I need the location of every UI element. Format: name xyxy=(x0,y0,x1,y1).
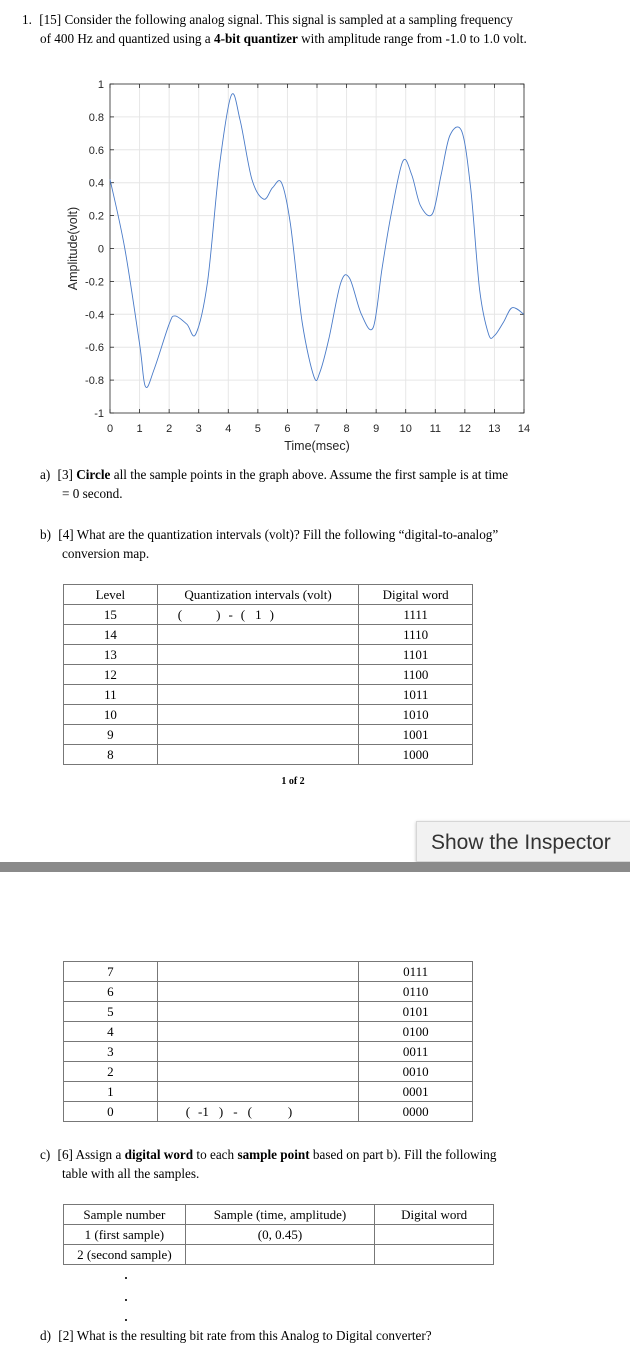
part-b xyxy=(40,525,610,563)
level-cell: 13 xyxy=(64,645,158,665)
table-row xyxy=(64,685,473,705)
level-cell: 4 xyxy=(64,1022,158,1042)
table-row xyxy=(64,1102,473,1122)
table-row xyxy=(64,725,473,745)
interval-dash: - xyxy=(233,1104,238,1119)
part-c-bold2: sample point xyxy=(237,1147,310,1162)
x-tick-label: 13 xyxy=(488,423,501,435)
part-c-label: c) xyxy=(40,1147,51,1162)
sample-table xyxy=(63,1204,494,1265)
table-row xyxy=(64,982,473,1002)
table-row xyxy=(64,665,473,685)
show-inspector-button[interactable]: Show the Inspector xyxy=(416,821,630,862)
digital-word-cell: 0000 xyxy=(359,1102,473,1122)
part-a-points: [3] xyxy=(57,467,73,482)
interval-cell[interactable] xyxy=(157,725,359,745)
x-tick-label: 7 xyxy=(313,423,321,435)
y-tick-label: -0.4 xyxy=(85,309,104,322)
page-number: 1 of 2 xyxy=(281,776,305,787)
conversion-table-upper xyxy=(63,584,473,765)
y-tick-label: 0.8 xyxy=(88,111,104,124)
x-tick-label: 8 xyxy=(343,423,350,435)
interval-cell[interactable] xyxy=(157,1062,359,1082)
part-c-pre: Assign a xyxy=(75,1147,125,1162)
x-tick-label: 2 xyxy=(166,423,173,435)
interval-open2: ( xyxy=(240,607,246,622)
digital-word-cell: 1110 xyxy=(359,625,473,645)
question-number: 1. xyxy=(22,12,32,27)
level-cell: 8 xyxy=(64,745,158,765)
digital-word-cell: 1000 xyxy=(359,745,473,765)
question-line1: Consider the following analog signal. This signal is sampled at a sampling frequency xyxy=(64,12,513,27)
level-cell: 2 xyxy=(64,1062,158,1082)
part-a-text1: all the sample points in the graph above. Assume the first sample is at time xyxy=(110,467,509,482)
header-sample-number: Sample number xyxy=(64,1205,186,1225)
y-tick-label: 0.4 xyxy=(88,177,104,190)
interval-cell[interactable] xyxy=(157,982,359,1002)
page-separator xyxy=(0,862,630,872)
interval-cell[interactable] xyxy=(157,962,359,982)
y-tick-label: -0.8 xyxy=(85,375,104,388)
interval-open2: ( xyxy=(247,1104,252,1119)
part-d-points: [2] xyxy=(58,1328,74,1343)
part-c-bold1: digital word xyxy=(124,1147,194,1162)
level-cell: 15 xyxy=(64,605,158,625)
question-line2-post: with amplitude range from -1.0 to 1.0 volt. xyxy=(297,31,527,46)
signal-chart xyxy=(0,0,630,460)
interval-value: 1 xyxy=(255,607,262,622)
level-cell: 10 xyxy=(64,705,158,725)
part-a-label: a) xyxy=(40,467,51,482)
level-cell: 14 xyxy=(64,625,158,645)
table-row xyxy=(64,605,473,625)
table-row xyxy=(64,1225,494,1245)
interval-cell[interactable] xyxy=(157,685,359,705)
table-row xyxy=(64,645,473,665)
part-b-label: b) xyxy=(40,527,51,542)
level-cell: 5 xyxy=(64,1002,158,1022)
table-header-row xyxy=(64,1205,494,1225)
sample-number-cell: 1 (first sample) xyxy=(64,1225,186,1245)
sample-cell: (0, 0.45) xyxy=(185,1225,375,1245)
digital-word-cell: 1101 xyxy=(359,645,473,665)
x-tick-label: 5 xyxy=(254,423,261,435)
interval-close1: ) xyxy=(218,1104,224,1119)
level-cell: 3 xyxy=(64,1042,158,1062)
interval-cell[interactable] xyxy=(157,665,359,685)
digital-word-cell: 1100 xyxy=(359,665,473,685)
header-digital-word: Digital word xyxy=(375,1205,494,1225)
x-tick-label: 0 xyxy=(106,423,114,435)
table-header-row xyxy=(64,585,473,605)
digital-word-cell: 1001 xyxy=(359,725,473,745)
y-tick-label: 0.6 xyxy=(88,144,104,157)
x-tick-label: 6 xyxy=(284,423,291,435)
x-tick-label: 3 xyxy=(195,423,202,435)
table-row xyxy=(64,1082,473,1102)
question-line2-pre: of 400 Hz and quantized using a xyxy=(40,31,214,46)
interval-cell[interactable] xyxy=(157,1082,359,1102)
sample-number-cell: 2 (second sample) xyxy=(64,1245,186,1265)
part-b-points: [4] xyxy=(58,527,74,542)
digital-word-cell: 0010 xyxy=(359,1062,473,1082)
x-tick-label: 12 xyxy=(458,423,471,435)
x-axis-label: Time(msec) xyxy=(284,439,350,453)
digital-word-cell: 1111 xyxy=(359,605,473,625)
y-tick-label: 0.2 xyxy=(88,210,104,223)
table-row xyxy=(64,1042,473,1062)
digital-word-cell: 1010 xyxy=(359,705,473,725)
interval-close1: ) xyxy=(216,607,221,622)
interval-cell[interactable] xyxy=(157,645,359,665)
y-tick-label: -1 xyxy=(94,408,104,420)
header-intervals: Quantization intervals (volt) xyxy=(157,585,359,605)
table-row xyxy=(64,1022,473,1042)
y-tick-label: 1 xyxy=(97,79,104,91)
level-cell: 7 xyxy=(64,962,158,982)
x-tick-label: 4 xyxy=(225,423,232,435)
table-row xyxy=(64,625,473,645)
part-a-text2: = 0 second. xyxy=(62,486,123,501)
level-cell: 12 xyxy=(64,665,158,685)
part-b-text2: conversion map. xyxy=(62,546,150,561)
x-tick-label: 9 xyxy=(373,423,380,435)
interval-close2: ) xyxy=(269,607,274,622)
interval-dash: - xyxy=(228,607,233,622)
digital-word-cell: 0111 xyxy=(359,962,473,982)
part-c xyxy=(40,1145,610,1183)
table-row xyxy=(64,745,473,765)
header-level: Level xyxy=(64,585,158,605)
part-c-line2: table with all the samples. xyxy=(62,1166,200,1181)
level-cell: 0 xyxy=(64,1102,158,1122)
question-points: [15] xyxy=(39,12,62,27)
digital-word-cell[interactable] xyxy=(375,1245,494,1265)
interval-open1: ( xyxy=(177,607,183,622)
table-row xyxy=(64,962,473,982)
part-d xyxy=(40,1326,610,1345)
question-line2-bold: 4-bit quantizer xyxy=(213,31,298,46)
header-sample: Sample (time, amplitude) xyxy=(185,1205,375,1225)
interval-open1: ( xyxy=(185,1104,191,1119)
level-cell: 11 xyxy=(64,685,158,705)
table-row xyxy=(64,1002,473,1022)
level-cell: 1 xyxy=(64,1082,158,1102)
part-d-text: What is the resulting bit rate from this Analog to Digital converter? xyxy=(76,1328,432,1343)
part-b-text1: What are the quantization intervals (volt)? Fill the following “digital-to-analog” xyxy=(76,527,499,542)
interval-cell-bottom[interactable] xyxy=(157,1102,359,1122)
part-c-post: based on part b). Fill the following xyxy=(309,1147,497,1162)
y-axis-label: Amplitude(volt) xyxy=(66,206,80,291)
level-cell: 9 xyxy=(64,725,158,745)
table-row xyxy=(64,1062,473,1082)
interval-cell-top[interactable] xyxy=(157,605,359,625)
sample-cell[interactable] xyxy=(185,1245,375,1265)
digital-word-cell: 0101 xyxy=(359,1002,473,1022)
digital-word-cell: 0110 xyxy=(359,982,473,1002)
table-row xyxy=(64,705,473,725)
digital-word-cell[interactable] xyxy=(375,1225,494,1245)
interval-value: -1 xyxy=(198,1104,209,1119)
level-cell: 6 xyxy=(64,982,158,1002)
x-tick-label: 1 xyxy=(136,423,143,435)
x-tick-label: 11 xyxy=(429,423,441,435)
digital-word-cell: 0011 xyxy=(359,1042,473,1062)
digital-word-cell: 0001 xyxy=(359,1082,473,1102)
part-a-bold: Circle xyxy=(76,467,111,482)
y-tick-label: -0.6 xyxy=(85,342,104,355)
interval-cell[interactable] xyxy=(157,745,359,765)
interval-cell[interactable] xyxy=(157,1042,359,1062)
interval-cell[interactable] xyxy=(157,1022,359,1042)
y-tick-label: 0 xyxy=(97,243,104,256)
x-tick-label: 14 xyxy=(517,423,531,435)
interval-cell[interactable] xyxy=(157,625,359,645)
y-tick-label: -0.2 xyxy=(85,276,104,289)
part-a xyxy=(40,465,610,503)
digital-word-cell: 0100 xyxy=(359,1022,473,1042)
interval-cell[interactable] xyxy=(157,1002,359,1022)
digital-word-cell: 1011 xyxy=(359,685,473,705)
header-digital-word: Digital word xyxy=(359,585,473,605)
table-row xyxy=(64,1245,494,1265)
conversion-table-lower xyxy=(63,961,473,1122)
part-c-mid: to each xyxy=(193,1147,238,1162)
x-tick-label: 10 xyxy=(399,423,412,435)
interval-close2: ) xyxy=(287,1104,293,1119)
part-d-label: d) xyxy=(40,1328,51,1343)
part-c-points: [6] xyxy=(57,1147,73,1162)
interval-cell[interactable] xyxy=(157,705,359,725)
